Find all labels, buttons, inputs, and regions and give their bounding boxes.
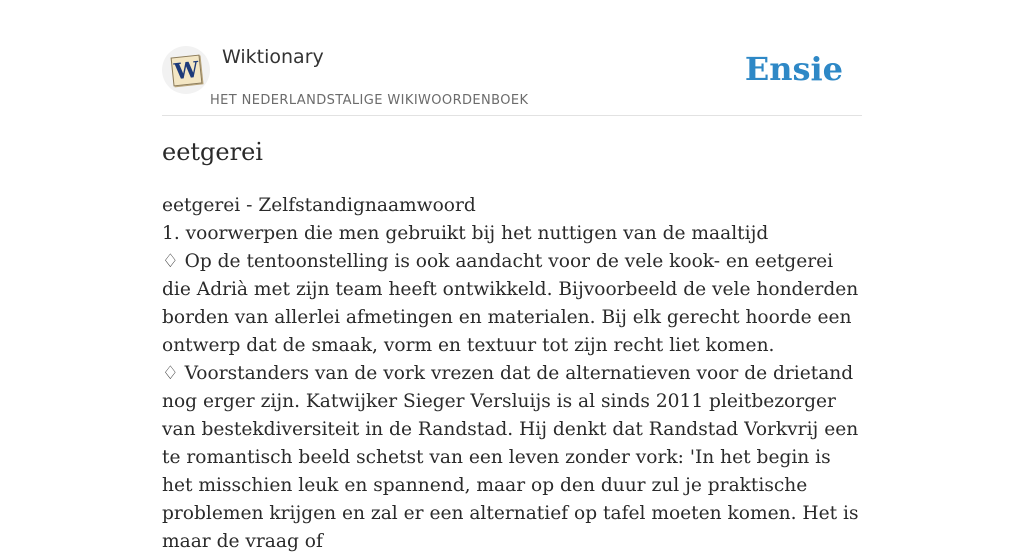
logo-tile <box>171 55 203 87</box>
definition: 1. voorwerpen die men gebruikt bij het nuttigen van de maaltijd <box>162 223 769 244</box>
page-title: eetgerei <box>162 138 263 166</box>
logo-letter: W <box>172 56 201 86</box>
wiktionary-logo-icon[interactable] <box>162 46 210 94</box>
site-tagline: HET NEDERLANDSTALIGE WIKIWOORDENBOEK <box>210 93 529 108</box>
site-header <box>162 44 862 116</box>
part-of-speech-line: eetgerei - Zelfstandignaamwoord <box>162 195 476 216</box>
example-2: ♢ Voorstanders van de vork vrezen dat de alternatieven voor de drietand nog erger zijn. Katwijker Sieger Versluijs is al sinds 2011 pleitbezorger van bestekdiversiteit in de Randstad. Hij denkt dat Randstad Vorkvrij een te romantisch beeld schetst van een leven zonder vork: 'In het begin is het misschien leuk en spannend, maar op den duur zul je praktische problemen krijgen en zal er een alternatief op tafel moeten komen. Het is maar de vraag of <box>162 363 859 552</box>
example-1: ♢ Op de tentoonstelling is ook aandacht voor de vele kook- en eetgerei die Adrià met zijn team heeft ontwikkeld. Bijvoorbeeld de vele honderden borden van allerlei afmetingen en materialen. Bij elk gerecht hoorde een ontwerp dat de smaak, vorm en textuur tot zijn recht liet komen. <box>162 251 859 356</box>
site-name[interactable]: Wiktionary <box>222 46 324 68</box>
ensie-brand-logo[interactable]: Ensie <box>744 50 843 88</box>
entry-content <box>162 192 862 556</box>
